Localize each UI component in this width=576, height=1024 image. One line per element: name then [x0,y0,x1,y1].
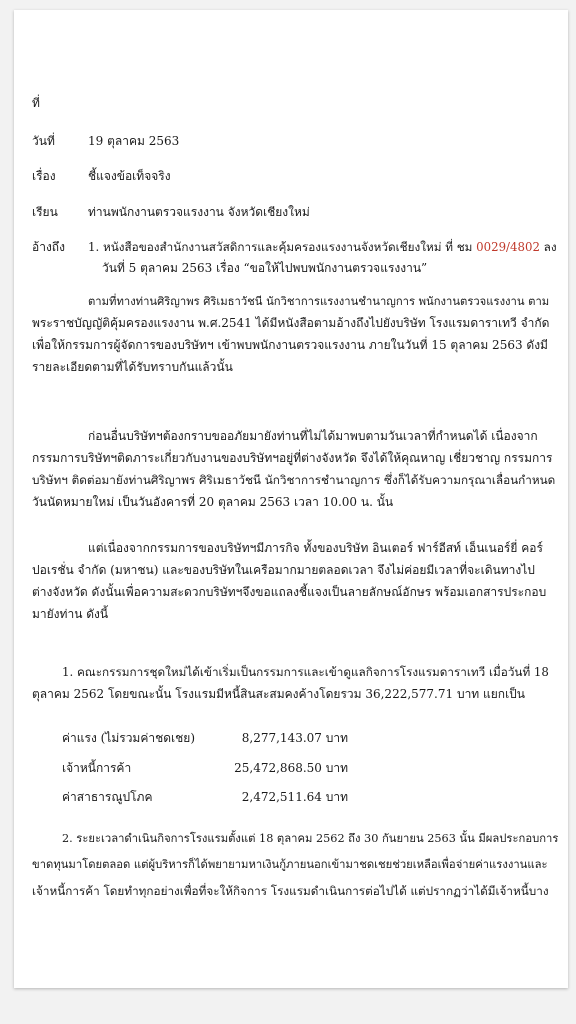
debt-label-wages: ค่าแรง (ไม่รวมค่าชดเชย) [62,731,196,745]
debt-amount-wages: 8,277,143.07 บาท [241,731,348,745]
p1-line-4: รายละเอียดตามที่ได้รับทราบกันแล้วนั้น [32,360,233,374]
item2-line-2: ขาดทุนมาโดยตลอด แต่ผู้บริหารก็ได้พยายามหาเงินกู้ภายนอกเข้ามาชดเชยช่วยเหลือเพื่อจ่ายค่าแรงงานและ [32,858,548,871]
ref-number: 0029/4802 [476,240,540,254]
debt-amount-utilities: 2,472,511.64 บาท [241,790,348,804]
item2-line-3: เจ้าหนี้การค้า โดยทำทุกอย่างเพื่อที่จะให้กิจการ โรงแรมดำเนินการต่อไปได้ แต่ปรากฏว่าได้มีเจ้าหนี้บาง [32,884,549,898]
ref-line-1-pre: 1. หนังสือของสำนักงานสวัสดิการและคุ้มครองแรงงานจังหวัดเชียงใหม่ ที่ ชม [88,240,477,254]
p2-line-4: วันนัดหมายใหม่ เป็นวันอังคารที่ 20 ตุลาคม 2563 เวลา 10.00 น. นั้น [32,495,394,509]
document-page [14,10,568,988]
p2-line-1: ก่อนอื่นบริษัทฯต้องกราบขออภัยมายังท่านที่ไม่ได้มาพบตามวันเวลาที่กำหนดได้ เนื่องจาก [88,429,538,443]
item2-line-1: 2. ระยะเวลาดำเนินกิจการโรงแรมตั้งแต่ 18 ตุลาคม 2562 ถึง 30 กันยายน 2563 นั้น มีผลประกอบการ [62,832,559,845]
to-value: ท่านพนักงานตรวจแรงงาน จังหวัดเชียงใหม่ [88,205,310,219]
p1-line-3: เพื่อให้กรรมการผู้จัดการของบริษัทฯ เข้าพบพนักงานตรวจแรงงาน ภายในวันที่ 15 ตุลาคม 2563 ดังมี [32,338,548,352]
no-label: ที่ [32,96,40,110]
ref-label: อ้างถึง [32,240,65,254]
debt-label-trade: เจ้าหนี้การค้า [62,761,132,775]
item1-line-2: ตุลาคม 2562 โดยขณะนั้น โรงแรมมีหนี้สินสะสมคงค้างโดยรวม 36,222,577.71 บาท แยกเป็น [32,687,525,701]
p3-line-4: มายังท่าน ดังนี้ [32,607,109,621]
date-label: วันที่ [32,134,55,148]
ref-line-1 [88,239,557,255]
p2-line-3: บริษัทฯ ติดต่อมายังท่านศิริญาพร ศิริเมธาวัชนี นักวิชาการชำนาญการ ซึ่งก็ได้รับความกรุณาเลื่อนกำหนด [32,473,556,487]
p1-line-2: พระราชบัญญัติคุ้มครองแรงงาน พ.ศ.2541 ได้มีหนังสือตามอ้างถึงไปยังบริษัท โรงแรมดาราเทวี จำกัด [32,316,550,330]
p2-line-2: กรรมการบริษัทฯติดภาระเกี่ยวกับงานของบริษัทฯอยู่ที่ต่างจังหวัด จึงได้ให้คุณหาญ เชี่ยวชาญ กรรมการ [32,451,553,465]
debt-label-utilities: ค่าสาธารณูปโภค [62,790,153,804]
debt-amount-trade: 25,472,868.50 บาท [234,761,348,775]
ref-line-2: วันที่ 5 ตุลาคม 2563 เรื่อง “ขอให้ไปพบพนักงานตรวจแรงงาน” [102,261,428,275]
p1-line-1: ตามที่ทางท่านศิริญาพร ศิริเมธาวัชนี นักวิชาการแรงงานชำนาญการ พนักงานตรวจแรงงาน ตาม [88,295,550,308]
item1-line-1: 1. คณะกรรมการชุดใหม่ได้เข้าเริ่มเป็นกรรมการและเข้าดูแลกิจการโรงแรมดาราเทวี เมื่อวันที่ 18 [62,665,549,679]
p3-line-3: ต่างจังหวัด ดังนั้นเพื่อความสะดวกบริษัทฯจึงขอแถลงชี้แจงเป็นลายลักษณ์อักษร พร้อมเอกสารประกอบ [32,585,547,599]
to-label: เรียน [32,205,58,219]
subject-label: เรื่อง [32,169,56,183]
p3-line-2: ปอเรชั่น จำกัด (มหาชน) และของบริษัทในเครือมากมายตลอดเวลา จึงไม่ค่อยมีเวลาที่จะเดินทางไป [32,563,535,577]
date-value: 19 ตุลาคม 2563 [88,134,180,148]
ref-line-1-post: ลง [539,240,557,254]
subject-value: ชี้แจงข้อเท็จจริง [88,169,171,183]
p3-line-1: แต่เนื่องจากกรรมการของบริษัทฯมีภารกิจ ทั้งของบริษัท อินเตอร์ ฟาร์อีสท์ เอ็นเนอร์ยี่ คอร์ [88,541,543,555]
